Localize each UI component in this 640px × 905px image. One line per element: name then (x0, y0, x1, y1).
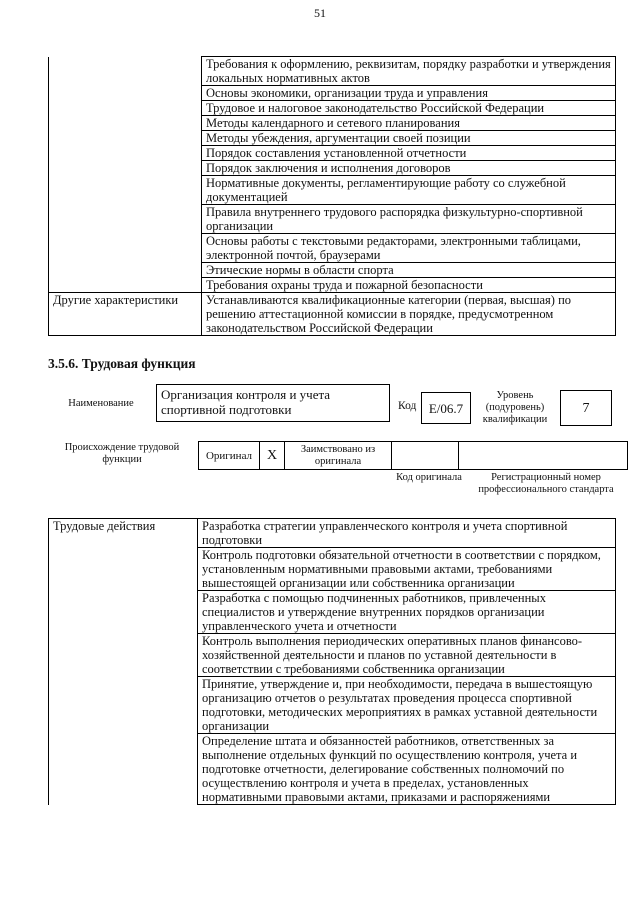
table-row: Трудовое и налоговое законодательство Российской Федерации (202, 101, 616, 116)
section-title: 3.5.6. Трудовая функция (48, 356, 196, 371)
actions-label: Трудовые действия (49, 519, 198, 548)
original-mark: X (260, 442, 285, 470)
table-row: Этические нормы в области спорта (202, 263, 616, 278)
other-characteristics-value: Устанавливаются квалификационные категории (первая, высшая) по решению аттестационной комиссии в порядке, предусмотренном законодательством Российской Федерации (202, 293, 616, 336)
table-row: Правила внутреннего трудового распорядка физкультурно-спортивной организации (202, 205, 616, 234)
reg-number-label: Регистрационный номер профессионального стандарта (478, 472, 614, 495)
original-label: Оригинал (199, 442, 260, 470)
level-value: 7 (560, 390, 612, 426)
table-row: Нормативные документы, регламентирующие работу со служебной документацией (202, 176, 616, 205)
origin-table (198, 441, 628, 470)
table-row: Методы убеждения, аргументации своей позиции (202, 131, 616, 146)
table-row: Основы экономики, организации труда и управления (202, 86, 616, 101)
table-row: Контроль подготовки обязательной отчетности в соответствии с порядком, установленным нормативными правовыми актами, требованиями вышестоящей организации или собственника организации (198, 548, 616, 591)
knowledge-table (48, 56, 616, 336)
table-row: Определение штата и обязанностей работников, ответственных за выполнение отдельных функций по осуществлению контроля, учета и подготовке отчетности, делегирование собственных полномочий по осуществлению контроля и учета в пределах, установленных нормативными правовыми актами, приказами и распоряжениями (198, 734, 616, 805)
table-row: Контроль выполнения периодических оперативных планов финансово-хозяйственной деятельности и планов по уставной деятельности в соответствии с требованиями собственника организации (198, 634, 616, 677)
table-row: Требования к оформлению, реквизитам, порядку разработки и утверждения локальных нормативных актов (202, 57, 616, 86)
page-number: 51 (314, 6, 326, 20)
origin-code-label: Код оригинала (396, 472, 462, 483)
level-label: Уровень (подуровень) квалификации (482, 390, 548, 425)
table-row: Разработка стратегии управленческого контроля и учета спортивной подготовки (198, 519, 616, 548)
function-name: Организация контроля и учета спортивной подготовки (156, 384, 390, 422)
table-row: Порядок составления установленной отчетности (202, 146, 616, 161)
table-row: Порядок заключения и исполнения договоров (202, 161, 616, 176)
table-row: Требования охраны труда и пожарной безопасности (202, 278, 616, 293)
borrowed-label: Заимствовано из оригинала (285, 442, 392, 470)
other-characteristics-label: Другие характеристики (49, 293, 202, 336)
code-value: E/06.7 (421, 392, 471, 424)
table-row: Основы работы с текстовыми редакторами, электронными таблицами, электронной почтой, браузерами (202, 234, 616, 263)
reg-number-cell (459, 442, 628, 470)
actions-table (48, 518, 616, 805)
table-label-empty (49, 57, 202, 86)
code-label: Код (398, 400, 417, 412)
origin-label: Происхождение трудовой функции (64, 442, 180, 465)
table-row: Принятие, утверждение и, при необходимости, передача в вышестоящую организацию отчетов о результатах проведения процесса спортивной подготовки, методических мероприятиях в рамках уставной деятельности организации (198, 677, 616, 734)
table-row: Разработка с помощью подчиненных работников, привлеченных специалистов и утверждение внутренних порядков организации управленческого учета и отчетности (198, 591, 616, 634)
table-row: Методы календарного и сетевого планирования (202, 116, 616, 131)
name-label: Наименование (68, 398, 134, 409)
origin-code-cell (392, 442, 459, 470)
